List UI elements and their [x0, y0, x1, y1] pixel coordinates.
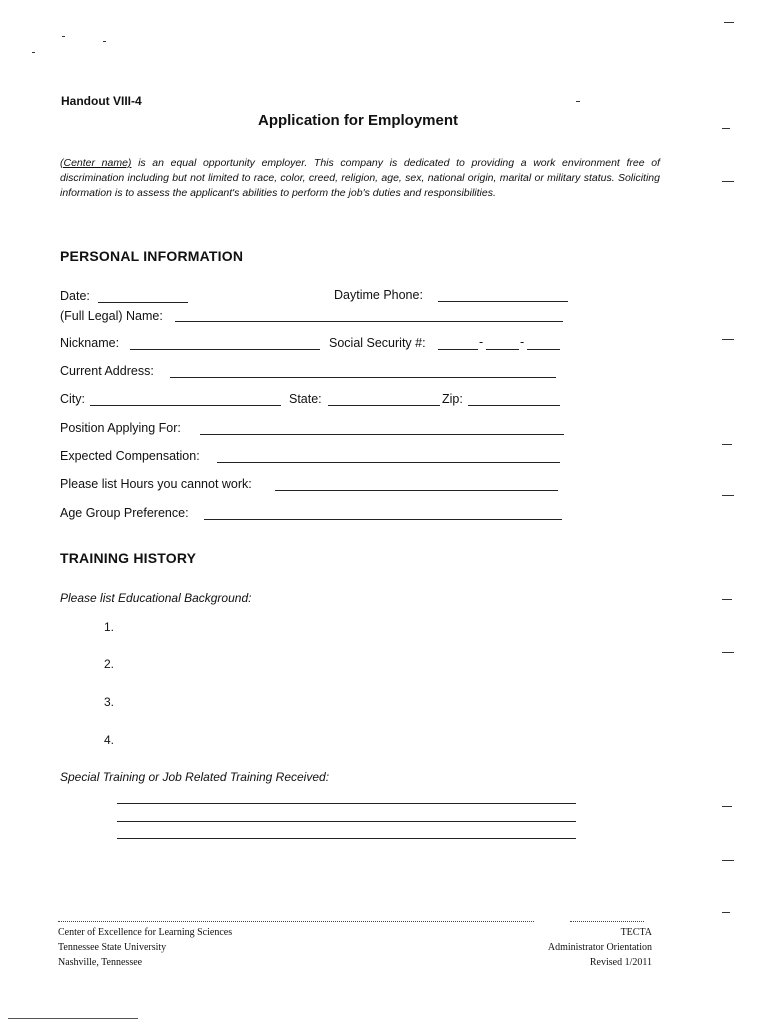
scan-artifact [8, 1018, 138, 1019]
training-history-heading: TRAINING HISTORY [60, 550, 197, 566]
scan-artifact [722, 912, 730, 913]
footer-revision: Revised 1/2011 [589, 957, 652, 968]
special-training-label: Special Training or Job Related Training Received: [60, 770, 330, 784]
scan-artifact [724, 22, 734, 23]
footer-location: Nashville, Tennessee [58, 957, 143, 968]
hours-label: Please list Hours you cannot work: [60, 477, 252, 491]
scan-artifact [722, 495, 734, 496]
scan-artifact [103, 41, 106, 42]
scan-artifact [722, 652, 734, 653]
scan-artifact [722, 444, 732, 445]
scan-artifact [722, 128, 730, 129]
state-field[interactable] [328, 405, 440, 406]
footer-right [548, 925, 652, 970]
current-address-field[interactable] [170, 377, 556, 378]
position-field[interactable] [200, 434, 564, 435]
nickname-field[interactable] [130, 349, 320, 350]
zip-field[interactable] [468, 405, 560, 406]
handout-label: Handout VIII-4 [61, 94, 142, 108]
scan-artifact [722, 599, 732, 600]
education-item-number: 2. [104, 657, 115, 671]
center-name-placeholder: (Center name) [60, 157, 132, 169]
current-address-label: Current Address: [60, 364, 154, 378]
position-label: Position Applying For: [60, 421, 181, 435]
intro-paragraph [60, 156, 660, 201]
intro-text: is an equal opportunity employer. This company is dedicated to providing a work environment free of discrimination including but not limited to race, color, creed, religion, age, sex, national origin, marital or military status. Soliciting information is to assess the applicant's abilities to perform the job's duties and responsibilities. [60, 157, 660, 199]
special-training-line[interactable] [117, 803, 576, 804]
zip-label: Zip: [442, 392, 463, 406]
compensation-field[interactable] [217, 462, 560, 463]
compensation-label: Expected Compensation: [60, 449, 200, 463]
special-training-line[interactable] [117, 838, 576, 839]
footer-university: Tennessee State University [58, 942, 167, 953]
full-name-label: (Full Legal) Name: [60, 309, 163, 323]
education-label: Please list Educational Background: [60, 591, 252, 605]
scan-artifact [722, 860, 734, 861]
ssn-separator: - [479, 335, 484, 349]
footer-left [58, 925, 232, 970]
footer-divider [58, 921, 534, 922]
city-label: City: [60, 392, 85, 406]
scan-artifact [32, 52, 35, 53]
ssn-separator: - [520, 335, 525, 349]
personal-info-heading: PERSONAL INFORMATION [60, 248, 244, 264]
scan-artifact [62, 36, 65, 37]
date-field[interactable] [98, 302, 188, 303]
education-item-number: 3. [104, 695, 115, 709]
ssn-field-part3[interactable] [527, 349, 560, 350]
special-training-line[interactable] [117, 821, 576, 822]
nickname-label: Nickname: [60, 336, 120, 350]
state-label: State: [289, 392, 322, 406]
footer-divider [570, 921, 644, 922]
age-group-field[interactable] [204, 519, 562, 520]
hours-field[interactable] [275, 490, 558, 491]
ssn-field-part1[interactable] [438, 349, 478, 350]
footer-org: Center of Excellence for Learning Sciences [58, 927, 233, 938]
daytime-phone-field[interactable] [438, 301, 568, 302]
scan-artifact [576, 101, 580, 102]
ssn-label: Social Security #: [329, 336, 426, 350]
scan-artifact [722, 806, 732, 807]
daytime-phone-label: Daytime Phone: [334, 288, 423, 302]
footer-program: TECTA [620, 927, 652, 938]
date-label: Date: [60, 289, 90, 303]
city-field[interactable] [90, 405, 281, 406]
age-group-label: Age Group Preference: [60, 506, 189, 520]
full-name-field[interactable] [175, 321, 563, 322]
footer-course: Administrator Orientation [547, 942, 652, 953]
page-title: Application for Employment [257, 112, 458, 129]
education-item-number: 4. [104, 733, 115, 747]
education-item-number: 1. [104, 620, 115, 634]
ssn-field-part2[interactable] [486, 349, 519, 350]
scan-artifact [722, 339, 734, 340]
scan-artifact [722, 181, 734, 182]
